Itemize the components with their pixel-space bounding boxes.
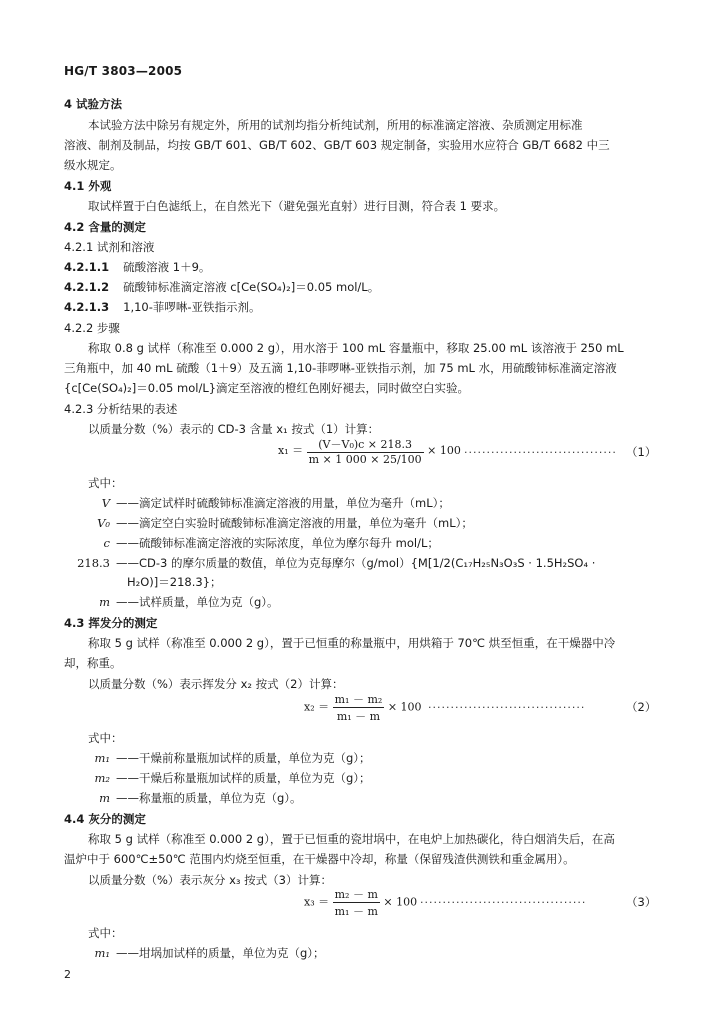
item-text: 1,10-菲啰啉-亚铁指示剂。 xyxy=(123,300,261,314)
symbol: m xyxy=(99,791,110,805)
formula-1-denominator: m × 1 000 × 25/100 xyxy=(308,453,422,466)
item-number: 4.2.1.3 xyxy=(64,300,110,314)
formula-2-denominator: m₁ － m xyxy=(336,710,381,723)
symbol: V xyxy=(101,496,110,510)
formula-1-leader: ·································· xyxy=(464,446,617,459)
procedure-line-1: 称取 0.8 g 试样（称准至 0.000 2 g），用水溶于 100 mL 容量瓶中，移取 25.00 mL 该溶液于 250 mL xyxy=(88,341,624,355)
formula-2-numerator: m₁ － m₂ xyxy=(334,693,383,706)
formula-3-numerator: m₂ － m xyxy=(334,888,378,901)
formula-3-number: （3） xyxy=(626,895,657,909)
section-4-title: 4 试验方法 xyxy=(64,97,123,111)
formula-3-leader: ····································· xyxy=(420,896,587,909)
symbol-molar-mass-continued: H₂O)]＝218.3}； xyxy=(127,575,222,589)
formula-3-rhs: × 100 xyxy=(383,895,418,909)
item-number: 4.2.1.1 xyxy=(64,260,110,274)
formula-2-intro: 以质量分数（%）表示挥发分 x₂ 按式（2）计算： xyxy=(88,677,344,691)
section-4-paragraph-line-2: 溶液、制剂及制品，均按 GB/T 601、GB/T 602、GB/T 603 规定制备，实验用水应符合 GB/T 6682 中三 xyxy=(64,138,610,152)
symbol-m xyxy=(72,789,302,807)
symbol-m1 xyxy=(72,749,371,767)
symbol-definition: ——干燥前称量瓶加试样的质量，单位为克（g）； xyxy=(116,751,371,765)
symbol-molar-mass xyxy=(72,554,595,572)
symbol: c xyxy=(103,536,110,550)
symbol: m₂ xyxy=(94,771,110,785)
symbol-definition: ——滴定试样时硫酸铈标准滴定溶液的用量，单位为毫升（mL）； xyxy=(116,496,450,510)
symbol: m xyxy=(99,595,110,609)
formula-1-lhs: x₁ ＝ xyxy=(278,444,304,457)
section-4-3-title: 4.3 挥发分的测定 xyxy=(64,616,158,630)
formula-3-where: 式中： xyxy=(88,926,123,940)
standard-header: HG/T 3803—2005 xyxy=(64,64,183,78)
formula-1-intro: 以质量分数（%）表示的 CD-3 含量 x₁ 按式（1）计算： xyxy=(88,422,380,436)
formula-3 xyxy=(304,886,417,919)
formula-1-number: （1） xyxy=(626,445,657,459)
page-number: 2 xyxy=(64,968,71,981)
procedure-line-2: 三角瓶中，加 40 mL 硫酸（1＋9）及五滴 1,10-菲啰啉-亚铁指示剂，加 75 mL 水，用硫酸铈标准滴定溶液 xyxy=(64,361,617,375)
section-4-1-text: 取试样置于白色滤纸上，在自然光下（避免强光直射）进行目测，符合表 1 要求。 xyxy=(88,199,506,213)
symbol-v0 xyxy=(72,514,473,532)
formula-1-numerator: (V－V₀)c × 218.3 xyxy=(307,436,424,453)
formula-3-fraction xyxy=(333,886,380,919)
formula-1-fraction xyxy=(307,436,424,466)
section-4-4-title: 4.4 灰分的测定 xyxy=(64,812,146,826)
symbol-v xyxy=(72,494,450,512)
symbol-definition: ——称量瓶的质量，单位为克（g）。 xyxy=(116,791,302,805)
formula-2-rhs: × 100 xyxy=(387,700,422,714)
formula-2-fraction xyxy=(333,691,385,724)
formula-3-lhs: x₃ ＝ xyxy=(304,895,330,909)
symbol: V₀ xyxy=(97,516,110,530)
symbol-m1-crucible xyxy=(72,944,325,962)
symbol: 218.3 xyxy=(77,556,110,570)
item-number: 4.2.1.2 xyxy=(64,280,110,294)
symbol-definition: ——坩埚加试样的质量，单位为克（g）； xyxy=(116,946,325,960)
formula-2-number: （2） xyxy=(626,700,657,714)
section-4-paragraph-line-1: 本试验方法中除另有规定外，所用的试剂均指分析纯试剂，所用的标准滴定溶液、杂质测定用标准 xyxy=(88,118,583,132)
symbol-m xyxy=(72,593,279,611)
formula-3-denominator: m₁ － m xyxy=(334,905,378,918)
item-text: 硫酸溶液 1＋9。 xyxy=(123,260,211,274)
section-4-3-line-1: 称取 5 g 试样（称准至 0.000 2 g），置于已恒重的称量瓶中，用烘箱于 70℃ 烘至恒重，在干燥器中冷 xyxy=(88,636,616,650)
symbol-definition: ——试样质量，单位为克（g）。 xyxy=(116,595,279,609)
section-4-paragraph-line-3: 级水规定。 xyxy=(64,158,122,172)
procedure-line-3: {c[Ce(SO₄)₂]＝0.05 mol/L}滴定至溶液的橙红色刚好褪去，同时做空白实验。 xyxy=(64,381,470,395)
symbol: m₁ xyxy=(94,751,110,765)
symbol-definition: ——CD-3 的摩尔质量的数值，单位为克每摩尔（g/mol）{M[1/2(C₁₇H₂₅N₃O₃S · 1.5H₂SO₄ · xyxy=(116,556,596,570)
item-text: 硫酸铈标准滴定溶液 c[Ce(SO₄)₂]＝0.05 mol/L。 xyxy=(123,280,380,294)
symbol-m2 xyxy=(72,769,371,787)
item-4-2-1-2 xyxy=(64,278,379,296)
formula-2-lhs: x₂ ＝ xyxy=(304,700,330,714)
item-4-2-1-3 xyxy=(64,298,261,316)
section-4-4-line-1: 称取 5 g 试样（称准至 0.000 2 g），置于已恒重的瓷坩埚中，在电炉上加热碳化，待白烟消失后，在高 xyxy=(88,832,615,846)
symbol-definition: ——干燥后称量瓶加试样的质量，单位为克（g）； xyxy=(116,771,371,785)
formula-2 xyxy=(304,691,422,724)
formula-1-rhs: × 100 xyxy=(427,444,461,457)
symbol-c xyxy=(72,534,439,552)
section-4-2-1-title: 4.2.1 试剂和溶液 xyxy=(64,240,155,254)
symbol: m₁ xyxy=(94,946,110,960)
section-4-2-3-title: 4.2.3 分析结果的表述 xyxy=(64,402,178,416)
section-4-2-2-title: 4.2.2 步骤 xyxy=(64,321,120,335)
formula-2-where: 式中： xyxy=(88,731,123,745)
formula-1 xyxy=(278,436,461,466)
formula-1-where: 式中： xyxy=(88,476,123,490)
symbol-definition: ——硫酸铈标准滴定溶液的实际浓度，单位为摩尔每升 mol/L； xyxy=(116,536,439,550)
formula-2-leader: ··································· xyxy=(428,701,586,714)
section-4-4-line-2: 温炉中于 600℃±50℃ 范围内灼烧至恒重，在干燥器中冷却，称量（保留残渣供测铁和重金属用）。 xyxy=(64,852,575,866)
section-4-2-title: 4.2 含量的测定 xyxy=(64,220,146,234)
item-4-2-1-1 xyxy=(64,258,210,276)
symbol-definition: ——滴定空白实验时硫酸铈标准滴定溶液的用量，单位为毫升（mL）； xyxy=(116,516,473,530)
section-4-1-title: 4.1 外观 xyxy=(64,179,112,193)
section-4-3-line-2: 却，称重。 xyxy=(64,656,122,670)
formula-3-intro: 以质量分数（%）表示灰分 x₃ 按式（3）计算： xyxy=(88,873,332,887)
